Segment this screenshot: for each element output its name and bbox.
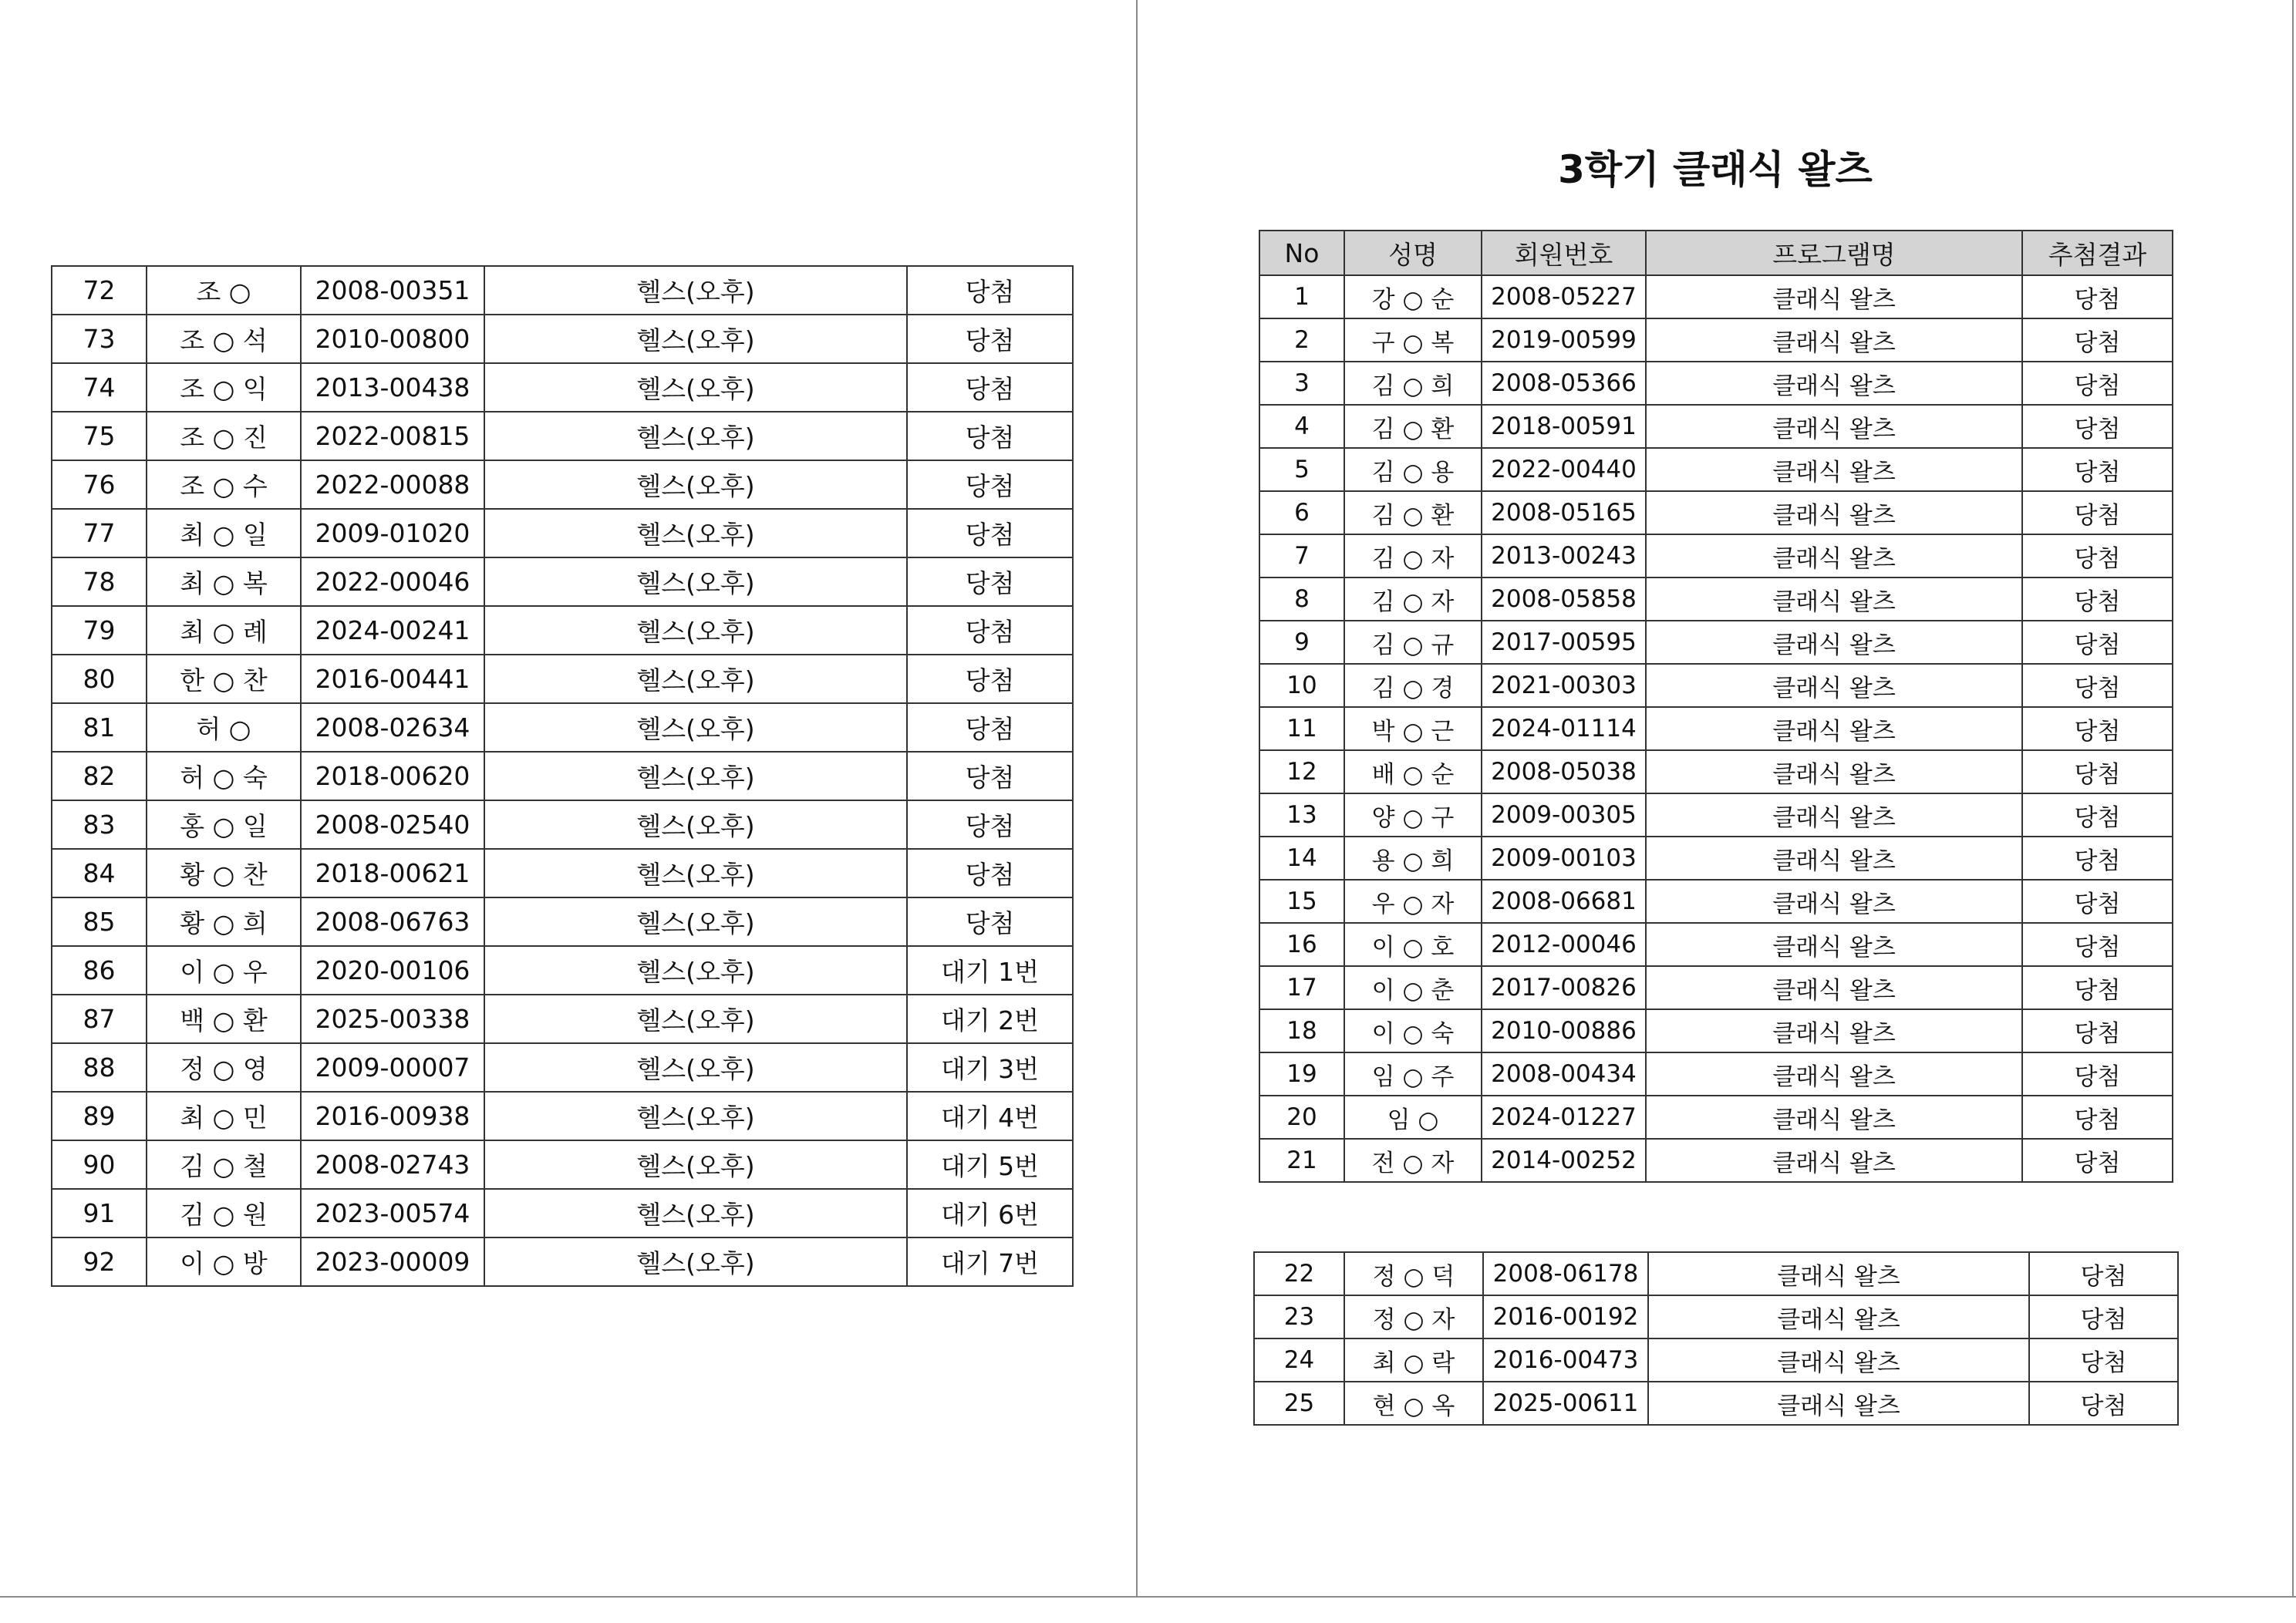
right-results-table-continued <box>1253 1251 2179 1426</box>
cell-name: 최 ○ 례 <box>147 606 301 655</box>
cell-no: 24 <box>1254 1338 1344 1382</box>
cell-name: 한 ○ 찬 <box>147 655 301 703</box>
cell-result: 당첨 <box>2022 923 2173 966</box>
header-program: 프로그램명 <box>1646 231 2022 275</box>
cell-name: 이 ○ 우 <box>147 946 301 995</box>
header-result: 추첨결과 <box>2022 231 2173 275</box>
table-row <box>1259 837 2173 880</box>
cell-member-id: 2010-00886 <box>1482 1009 1646 1052</box>
cell-program: 클래식 왈츠 <box>1646 621 2022 664</box>
cell-member-id: 2016-00441 <box>301 655 484 703</box>
cell-result: 대기 3번 <box>907 1043 1073 1092</box>
table-row <box>1259 318 2173 362</box>
cell-member-id: 2008-00434 <box>1482 1052 1646 1096</box>
cell-result: 당첨 <box>2022 405 2173 448</box>
cell-result: 당첨 <box>907 266 1073 315</box>
cell-name: 백 ○ 환 <box>147 995 301 1043</box>
cell-program: 헬스(오후) <box>484 897 907 946</box>
cell-member-id: 2009-01020 <box>301 509 484 557</box>
cell-result: 당첨 <box>2022 750 2173 793</box>
cell-program: 헬스(오후) <box>484 363 907 412</box>
cell-name: 용 ○ 희 <box>1344 837 1482 880</box>
header-member-id: 회원번호 <box>1482 231 1646 275</box>
table-row <box>52 557 1073 606</box>
table-row <box>52 509 1073 557</box>
cell-member-id: 2024-00241 <box>301 606 484 655</box>
cell-no: 84 <box>52 849 147 897</box>
table-row <box>52 1237 1073 1286</box>
cell-no: 83 <box>52 800 147 849</box>
table-row <box>52 1189 1073 1237</box>
cell-program: 클래식 왈츠 <box>1646 750 2022 793</box>
cell-no: 22 <box>1254 1252 1344 1295</box>
cell-program: 헬스(오후) <box>484 557 907 606</box>
cell-program: 헬스(오후) <box>484 1237 907 1286</box>
cell-program: 클래식 왈츠 <box>1646 405 2022 448</box>
cell-member-id: 2023-00574 <box>301 1189 484 1237</box>
cell-result: 당첨 <box>907 703 1073 752</box>
cell-member-id: 2020-00106 <box>301 946 484 995</box>
cell-member-id: 2016-00938 <box>301 1092 484 1140</box>
cell-program: 클래식 왈츠 <box>1646 1096 2022 1139</box>
cell-member-id: 2008-06763 <box>301 897 484 946</box>
cell-name: 정 ○ 자 <box>1344 1295 1483 1338</box>
cell-program: 헬스(오후) <box>484 1140 907 1189</box>
table-row <box>1254 1338 2178 1382</box>
cell-result: 당첨 <box>907 315 1073 363</box>
cell-program: 헬스(오후) <box>484 1043 907 1092</box>
cell-name: 최 ○ 민 <box>147 1092 301 1140</box>
cell-name: 김 ○ 환 <box>1344 405 1482 448</box>
cell-no: 12 <box>1259 750 1344 793</box>
cell-result: 당첨 <box>907 606 1073 655</box>
cell-member-id: 2008-02634 <box>301 703 484 752</box>
cell-member-id: 2018-00621 <box>301 849 484 897</box>
table-row <box>1259 577 2173 621</box>
cell-member-id: 2021-00303 <box>1482 664 1646 707</box>
cell-name: 구 ○ 복 <box>1344 318 1482 362</box>
cell-result: 당첨 <box>2022 448 2173 491</box>
cell-no: 9 <box>1259 621 1344 664</box>
cell-program: 헬스(오후) <box>484 266 907 315</box>
table-row <box>52 703 1073 752</box>
table-row <box>52 266 1073 315</box>
table-row <box>1259 621 2173 664</box>
cell-no: 86 <box>52 946 147 995</box>
table-row <box>52 752 1073 800</box>
cell-name: 조 ○ <box>147 266 301 315</box>
cell-no: 88 <box>52 1043 147 1092</box>
cell-result: 당첨 <box>2022 966 2173 1009</box>
cell-result: 당첨 <box>907 509 1073 557</box>
cell-no: 2 <box>1259 318 1344 362</box>
cell-no: 73 <box>52 315 147 363</box>
cell-program: 클래식 왈츠 <box>1646 966 2022 1009</box>
cell-no: 79 <box>52 606 147 655</box>
page-divider <box>1136 0 1138 1598</box>
cell-program: 헬스(오후) <box>484 655 907 703</box>
cell-member-id: 2008-00351 <box>301 266 484 315</box>
cell-program: 클래식 왈츠 <box>1646 1052 2022 1096</box>
cell-no: 17 <box>1259 966 1344 1009</box>
table-row <box>1259 750 2173 793</box>
cell-program: 헬스(오후) <box>484 1092 907 1140</box>
cell-name: 정 ○ 덕 <box>1344 1252 1483 1295</box>
cell-name: 김 ○ 환 <box>1344 491 1482 534</box>
right-table-body <box>1259 275 2173 1182</box>
cell-name: 김 ○ 희 <box>1344 362 1482 405</box>
cell-no: 78 <box>52 557 147 606</box>
cell-program: 클래식 왈츠 <box>1648 1295 2029 1338</box>
cell-no: 15 <box>1259 880 1344 923</box>
table-row <box>52 460 1073 509</box>
cell-no: 23 <box>1254 1295 1344 1338</box>
cell-member-id: 2014-00252 <box>1482 1139 1646 1182</box>
cell-no: 85 <box>52 897 147 946</box>
cell-name: 허 ○ 숙 <box>147 752 301 800</box>
cell-member-id: 2018-00620 <box>301 752 484 800</box>
cell-name: 김 ○ 자 <box>1344 534 1482 577</box>
table-row <box>1259 664 2173 707</box>
cell-result: 당첨 <box>2022 318 2173 362</box>
cell-program: 헬스(오후) <box>484 800 907 849</box>
cell-member-id: 2010-00800 <box>301 315 484 363</box>
cell-name: 조 ○ 익 <box>147 363 301 412</box>
cell-name: 이 ○ 호 <box>1344 923 1482 966</box>
cell-result: 당첨 <box>2029 1252 2178 1295</box>
cell-program: 클래식 왈츠 <box>1646 577 2022 621</box>
cell-member-id: 2022-00046 <box>301 557 484 606</box>
cell-program: 헬스(오후) <box>484 995 907 1043</box>
cell-member-id: 2017-00826 <box>1482 966 1646 1009</box>
cell-member-id: 2022-00440 <box>1482 448 1646 491</box>
cell-result: 당첨 <box>2022 1096 2173 1139</box>
cell-no: 1 <box>1259 275 1344 318</box>
cell-name: 이 ○ 춘 <box>1344 966 1482 1009</box>
cell-name: 김 ○ 자 <box>1344 577 1482 621</box>
cell-no: 91 <box>52 1189 147 1237</box>
cell-name: 황 ○ 찬 <box>147 849 301 897</box>
cell-result: 당첨 <box>907 897 1073 946</box>
cell-member-id: 2016-00473 <box>1483 1338 1648 1382</box>
cell-no: 87 <box>52 995 147 1043</box>
table-row <box>52 849 1073 897</box>
cell-program: 클래식 왈츠 <box>1646 880 2022 923</box>
cell-result: 당첨 <box>2022 1139 2173 1182</box>
cell-result: 대기 5번 <box>907 1140 1073 1189</box>
cell-no: 8 <box>1259 577 1344 621</box>
table-row <box>1259 448 2173 491</box>
cell-no: 14 <box>1259 837 1344 880</box>
right-table2-body <box>1254 1252 2178 1425</box>
cell-member-id: 2008-06681 <box>1482 880 1646 923</box>
cell-member-id: 2023-00009 <box>301 1237 484 1286</box>
cell-name: 정 ○ 영 <box>147 1043 301 1092</box>
table-row <box>52 897 1073 946</box>
cell-no: 25 <box>1254 1382 1344 1425</box>
table-row <box>1254 1295 2178 1338</box>
cell-no: 20 <box>1259 1096 1344 1139</box>
cell-program: 헬스(오후) <box>484 849 907 897</box>
cell-member-id: 2024-01227 <box>1482 1096 1646 1139</box>
cell-result: 당첨 <box>907 752 1073 800</box>
table-row <box>52 363 1073 412</box>
cell-result: 대기 2번 <box>907 995 1073 1043</box>
cell-member-id: 2017-00595 <box>1482 621 1646 664</box>
cell-name: 배 ○ 순 <box>1344 750 1482 793</box>
cell-member-id: 2008-02540 <box>301 800 484 849</box>
cell-no: 18 <box>1259 1009 1344 1052</box>
cell-member-id: 2013-00438 <box>301 363 484 412</box>
cell-name: 허 ○ <box>147 703 301 752</box>
cell-member-id: 2009-00103 <box>1482 837 1646 880</box>
cell-no: 81 <box>52 703 147 752</box>
table-row <box>1259 880 2173 923</box>
cell-member-id: 2008-02743 <box>301 1140 484 1189</box>
cell-result: 당첨 <box>907 655 1073 703</box>
cell-program: 클래식 왈츠 <box>1646 793 2022 837</box>
cell-no: 72 <box>52 266 147 315</box>
cell-no: 82 <box>52 752 147 800</box>
cell-program: 클래식 왈츠 <box>1648 1382 2029 1425</box>
table-row <box>52 995 1073 1043</box>
cell-member-id: 2024-01114 <box>1482 707 1646 750</box>
cell-result: 당첨 <box>907 412 1073 460</box>
cell-program: 클래식 왈츠 <box>1646 362 2022 405</box>
table-row <box>52 1092 1073 1140</box>
header-name: 성명 <box>1344 231 1482 275</box>
cell-member-id: 2009-00007 <box>301 1043 484 1092</box>
cell-no: 90 <box>52 1140 147 1189</box>
cell-no: 21 <box>1259 1139 1344 1182</box>
cell-result: 당첨 <box>2022 362 2173 405</box>
cell-name: 전 ○ 자 <box>1344 1139 1482 1182</box>
table-row <box>52 1043 1073 1092</box>
table-row <box>1259 923 2173 966</box>
cell-name: 조 ○ 석 <box>147 315 301 363</box>
table-row <box>1259 1096 2173 1139</box>
header-no: No <box>1259 231 1344 275</box>
cell-no: 3 <box>1259 362 1344 405</box>
cell-result: 대기 7번 <box>907 1237 1073 1286</box>
cell-no: 77 <box>52 509 147 557</box>
cell-member-id: 2013-00243 <box>1482 534 1646 577</box>
cell-member-id: 2008-05227 <box>1482 275 1646 318</box>
cell-name: 임 ○ 주 <box>1344 1052 1482 1096</box>
cell-name: 김 ○ 규 <box>1344 621 1482 664</box>
cell-result: 대기 1번 <box>907 946 1073 995</box>
cell-program: 클래식 왈츠 <box>1646 534 2022 577</box>
cell-result: 당첨 <box>2022 577 2173 621</box>
cell-no: 74 <box>52 363 147 412</box>
cell-program: 클래식 왈츠 <box>1646 707 2022 750</box>
table-row <box>1259 534 2173 577</box>
cell-result: 당첨 <box>2022 275 2173 318</box>
cell-result: 당첨 <box>2022 621 2173 664</box>
cell-no: 92 <box>52 1237 147 1286</box>
cell-no: 6 <box>1259 491 1344 534</box>
cell-member-id: 2009-00305 <box>1482 793 1646 837</box>
cell-result: 당첨 <box>2022 491 2173 534</box>
cell-result: 당첨 <box>2029 1382 2178 1425</box>
table-row <box>52 800 1073 849</box>
cell-member-id: 2025-00338 <box>301 995 484 1043</box>
right-results-table <box>1259 230 2173 1183</box>
cell-result: 당첨 <box>2022 707 2173 750</box>
cell-no: 13 <box>1259 793 1344 837</box>
table-row <box>1259 362 2173 405</box>
table-row <box>1259 275 2173 318</box>
cell-program: 클래식 왈츠 <box>1646 1139 2022 1182</box>
cell-name: 조 ○ 진 <box>147 412 301 460</box>
cell-result: 당첨 <box>2022 1009 2173 1052</box>
cell-program: 클래식 왈츠 <box>1646 275 2022 318</box>
cell-name: 최 ○ 일 <box>147 509 301 557</box>
cell-member-id: 2008-05038 <box>1482 750 1646 793</box>
cell-member-id: 2012-00046 <box>1482 923 1646 966</box>
cell-program: 헬스(오후) <box>484 752 907 800</box>
cell-program: 헬스(오후) <box>484 460 907 509</box>
cell-result: 당첨 <box>907 557 1073 606</box>
cell-member-id: 2019-00599 <box>1482 318 1646 362</box>
cell-result: 당첨 <box>2022 534 2173 577</box>
cell-no: 5 <box>1259 448 1344 491</box>
cell-program: 헬스(오후) <box>484 703 907 752</box>
cell-program: 클래식 왈츠 <box>1646 923 2022 966</box>
cell-member-id: 2008-05858 <box>1482 577 1646 621</box>
cell-name: 홍 ○ 일 <box>147 800 301 849</box>
cell-program: 클래식 왈츠 <box>1646 491 2022 534</box>
cell-program: 클래식 왈츠 <box>1646 448 2022 491</box>
cell-name: 김 ○ 경 <box>1344 664 1482 707</box>
cell-result: 당첨 <box>2022 837 2173 880</box>
table-row <box>52 606 1073 655</box>
cell-name: 현 ○ 옥 <box>1344 1382 1483 1425</box>
cell-name: 임 ○ <box>1344 1096 1482 1139</box>
left-table-body <box>52 266 1073 1286</box>
table-row <box>1254 1382 2178 1425</box>
cell-member-id: 2025-00611 <box>1483 1382 1648 1425</box>
cell-result: 당첨 <box>907 849 1073 897</box>
table-row <box>52 412 1073 460</box>
cell-result: 당첨 <box>907 363 1073 412</box>
cell-name: 양 ○ 구 <box>1344 793 1482 837</box>
cell-name: 김 ○ 용 <box>1344 448 1482 491</box>
cell-no: 80 <box>52 655 147 703</box>
cell-name: 강 ○ 순 <box>1344 275 1482 318</box>
cell-no: 10 <box>1259 664 1344 707</box>
cell-no: 16 <box>1259 923 1344 966</box>
table-row <box>52 655 1073 703</box>
cell-program: 헬스(오후) <box>484 946 907 995</box>
cell-no: 7 <box>1259 534 1344 577</box>
cell-member-id: 2008-06178 <box>1483 1252 1648 1295</box>
cell-program: 클래식 왈츠 <box>1648 1252 2029 1295</box>
cell-result: 당첨 <box>2029 1295 2178 1338</box>
cell-member-id: 2008-05165 <box>1482 491 1646 534</box>
cell-no: 89 <box>52 1092 147 1140</box>
cell-name: 우 ○ 자 <box>1344 880 1482 923</box>
cell-name: 최 ○ 락 <box>1344 1338 1483 1382</box>
cell-program: 헬스(오후) <box>484 606 907 655</box>
cell-member-id: 2016-00192 <box>1483 1295 1648 1338</box>
table-row <box>1259 793 2173 837</box>
left-results-table <box>51 265 1074 1287</box>
header-row <box>1259 231 2173 275</box>
cell-name: 이 ○ 방 <box>147 1237 301 1286</box>
table-row <box>1254 1252 2178 1295</box>
cell-no: 4 <box>1259 405 1344 448</box>
cell-result: 대기 4번 <box>907 1092 1073 1140</box>
cell-program: 헬스(오후) <box>484 412 907 460</box>
cell-result: 대기 6번 <box>907 1189 1073 1237</box>
table-row <box>1259 1052 2173 1096</box>
table-row <box>52 946 1073 995</box>
cell-name: 황 ○ 희 <box>147 897 301 946</box>
cell-program: 헬스(오후) <box>484 509 907 557</box>
cell-no: 76 <box>52 460 147 509</box>
table-row <box>1259 1009 2173 1052</box>
cell-name: 김 ○ 원 <box>147 1189 301 1237</box>
cell-program: 헬스(오후) <box>484 315 907 363</box>
cell-result: 당첨 <box>907 460 1073 509</box>
cell-result: 당첨 <box>2022 880 2173 923</box>
cell-program: 클래식 왈츠 <box>1646 664 2022 707</box>
table-row <box>1259 1139 2173 1182</box>
table-row <box>1259 966 2173 1009</box>
cell-no: 11 <box>1259 707 1344 750</box>
cell-program: 클래식 왈츠 <box>1648 1338 2029 1382</box>
table-row <box>52 315 1073 363</box>
cell-member-id: 2022-00088 <box>301 460 484 509</box>
table-row <box>52 1140 1073 1189</box>
cell-result: 당첨 <box>907 800 1073 849</box>
cell-name: 최 ○ 복 <box>147 557 301 606</box>
cell-program: 클래식 왈츠 <box>1646 1009 2022 1052</box>
table-row <box>1259 405 2173 448</box>
cell-result: 당첨 <box>2022 1052 2173 1096</box>
table-row <box>1259 491 2173 534</box>
cell-program: 클래식 왈츠 <box>1646 837 2022 880</box>
cell-member-id: 2022-00815 <box>301 412 484 460</box>
cell-no: 19 <box>1259 1052 1344 1096</box>
cell-member-id: 2008-05366 <box>1482 362 1646 405</box>
table-row <box>1259 707 2173 750</box>
cell-member-id: 2018-00591 <box>1482 405 1646 448</box>
cell-name: 조 ○ 수 <box>147 460 301 509</box>
cell-result: 당첨 <box>2029 1338 2178 1382</box>
cell-name: 박 ○ 근 <box>1344 707 1482 750</box>
cell-name: 김 ○ 철 <box>147 1140 301 1189</box>
cell-program: 헬스(오후) <box>484 1189 907 1237</box>
cell-program: 클래식 왈츠 <box>1646 318 2022 362</box>
page-edge-right <box>2292 0 2294 1598</box>
page-title: 3학기 클래식 왈츠 <box>1558 147 1873 192</box>
page-bottom-edge <box>0 1596 2296 1598</box>
cell-name: 이 ○ 숙 <box>1344 1009 1482 1052</box>
cell-result: 당첨 <box>2022 793 2173 837</box>
cell-no: 75 <box>52 412 147 460</box>
cell-result: 당첨 <box>2022 664 2173 707</box>
